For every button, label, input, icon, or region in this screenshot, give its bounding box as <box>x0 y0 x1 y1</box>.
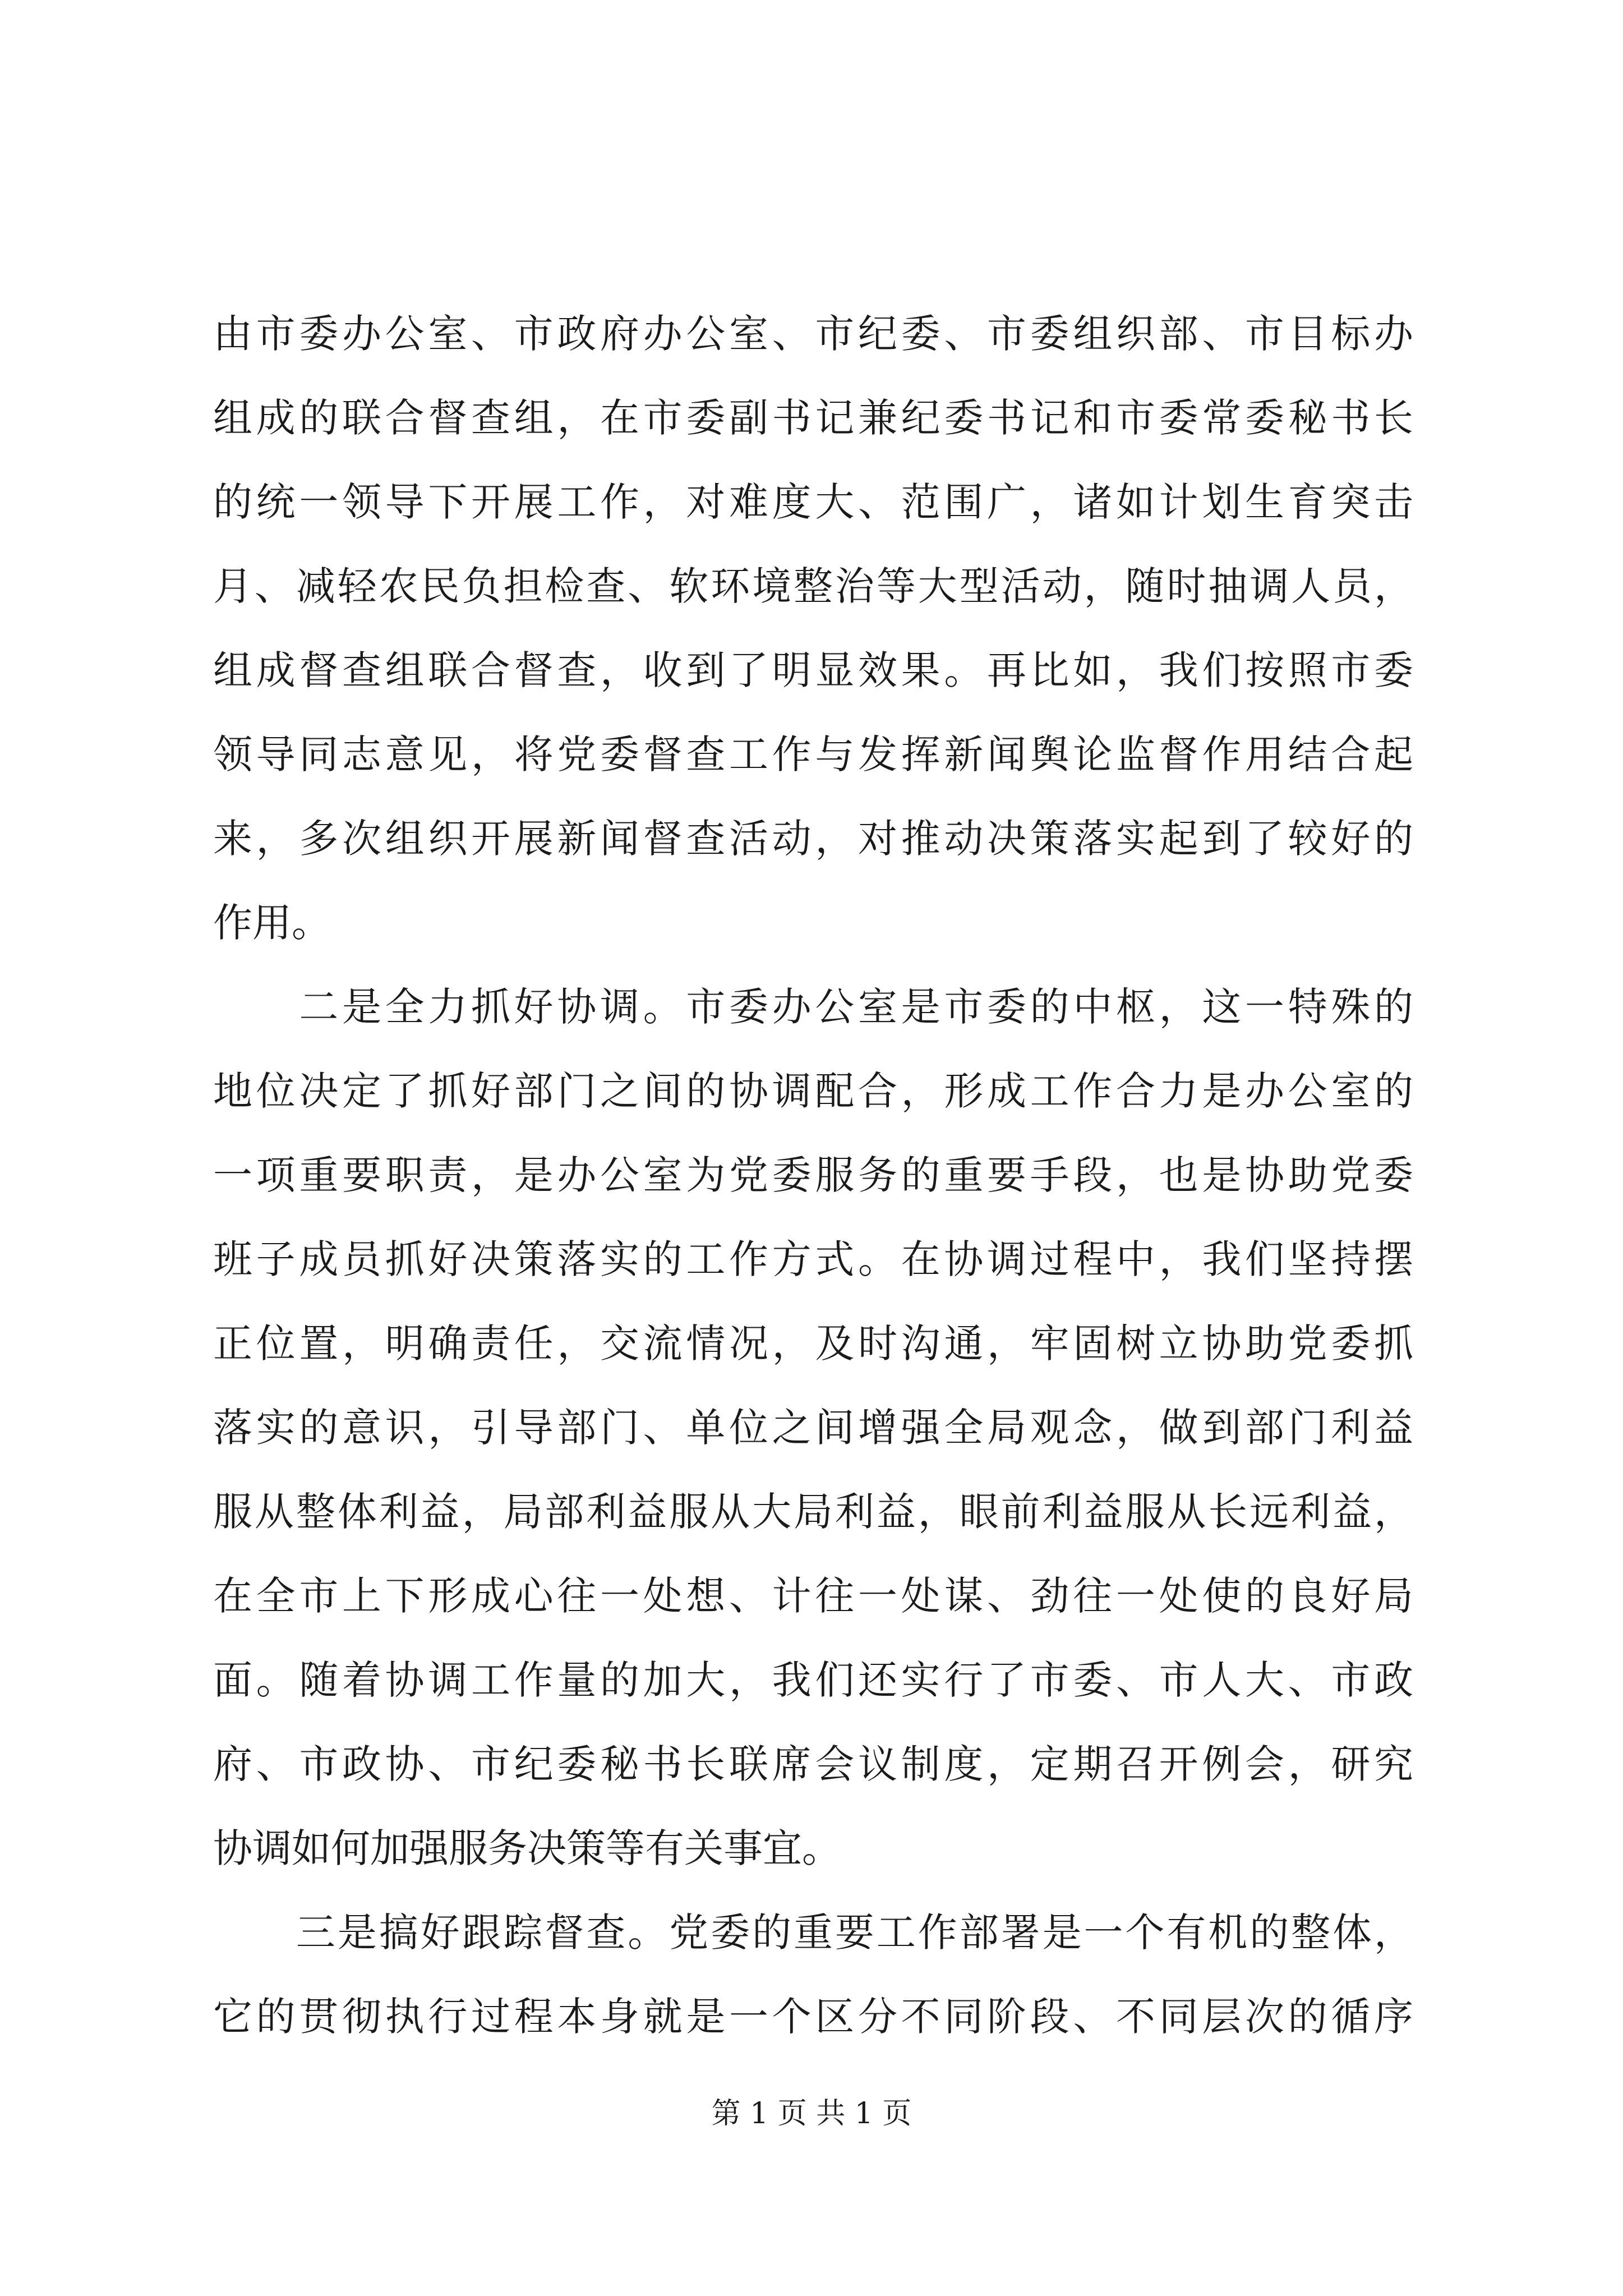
text-line: 班子成员抓好决策落实的工作方式。在协调过程中，我们坚持摆 <box>213 1236 1413 1282</box>
document-body <box>213 292 1413 2059</box>
text-line: 服从整体利益，局部利益服从大局利益，眼前利益服从长远利益， <box>213 1489 1413 1535</box>
text-line: 它的贯彻执行过程本身就是一个区分不同阶段、不同层次的循序 <box>213 1994 1413 2040</box>
text-line: 在全市上下形成心往一处想、计往一处谋、劲往一处使的良好局 <box>213 1573 1413 1619</box>
text-line: 作用。 <box>213 900 331 946</box>
text-line: 三是搞好跟踪督查。党委的重要工作部署是一个有机的整体， <box>213 1910 1413 1955</box>
text-line: 领导同志意见，将党委督查工作与发挥新闻舆论监督作用结合起 <box>213 731 1413 777</box>
text-line: 的统一领导下开展工作，对难度大、范围广，诸如计划生育突击 <box>213 479 1413 525</box>
text-line: 府、市政协、市纪委秘书长联席会议制度，定期召开例会，研究 <box>213 1741 1413 1787</box>
text-line: 来，多次组织开展新闻督查活动，对推动决策落实起到了较好的 <box>213 816 1413 862</box>
text-line: 面。随着协调工作量的加大，我们还实行了市委、市人大、市政 <box>213 1657 1413 1703</box>
text-line: 协调如何加强服务决策等有关事宜。 <box>213 1825 841 1871</box>
page-footer: 第 1 页 共 1 页 <box>711 2097 912 2131</box>
text-line: 二是全力抓好协调。市委办公室是市委的中枢，这一特殊的 <box>213 984 1413 1030</box>
text-line: 正位置，明确责任，交流情况，及时沟通，牢固树立协助党委抓 <box>213 1320 1413 1366</box>
text-line: 地位决定了抓好部门之间的协调配合，形成工作合力是办公室的 <box>213 1068 1413 1114</box>
text-line: 一项重要职责，是办公室为党委服务的重要手段，也是协助党委 <box>213 1152 1413 1198</box>
text-line: 组成督查组联合督查，收到了明显效果。再比如，我们按照市委 <box>213 647 1413 693</box>
text-line: 组成的联合督查组，在市委副书记兼纪委书记和市委常委秘书长 <box>213 395 1413 441</box>
text-line: 落实的意识，引导部门、单位之间增强全局观念，做到部门利益 <box>213 1405 1413 1451</box>
text-line: 月、减轻农民负担检查、软环境整治等大型活动，随时抽调人员， <box>213 563 1413 609</box>
text-line: 由市委办公室、市政府办公室、市纪委、市委组织部、市目标办 <box>213 311 1413 357</box>
